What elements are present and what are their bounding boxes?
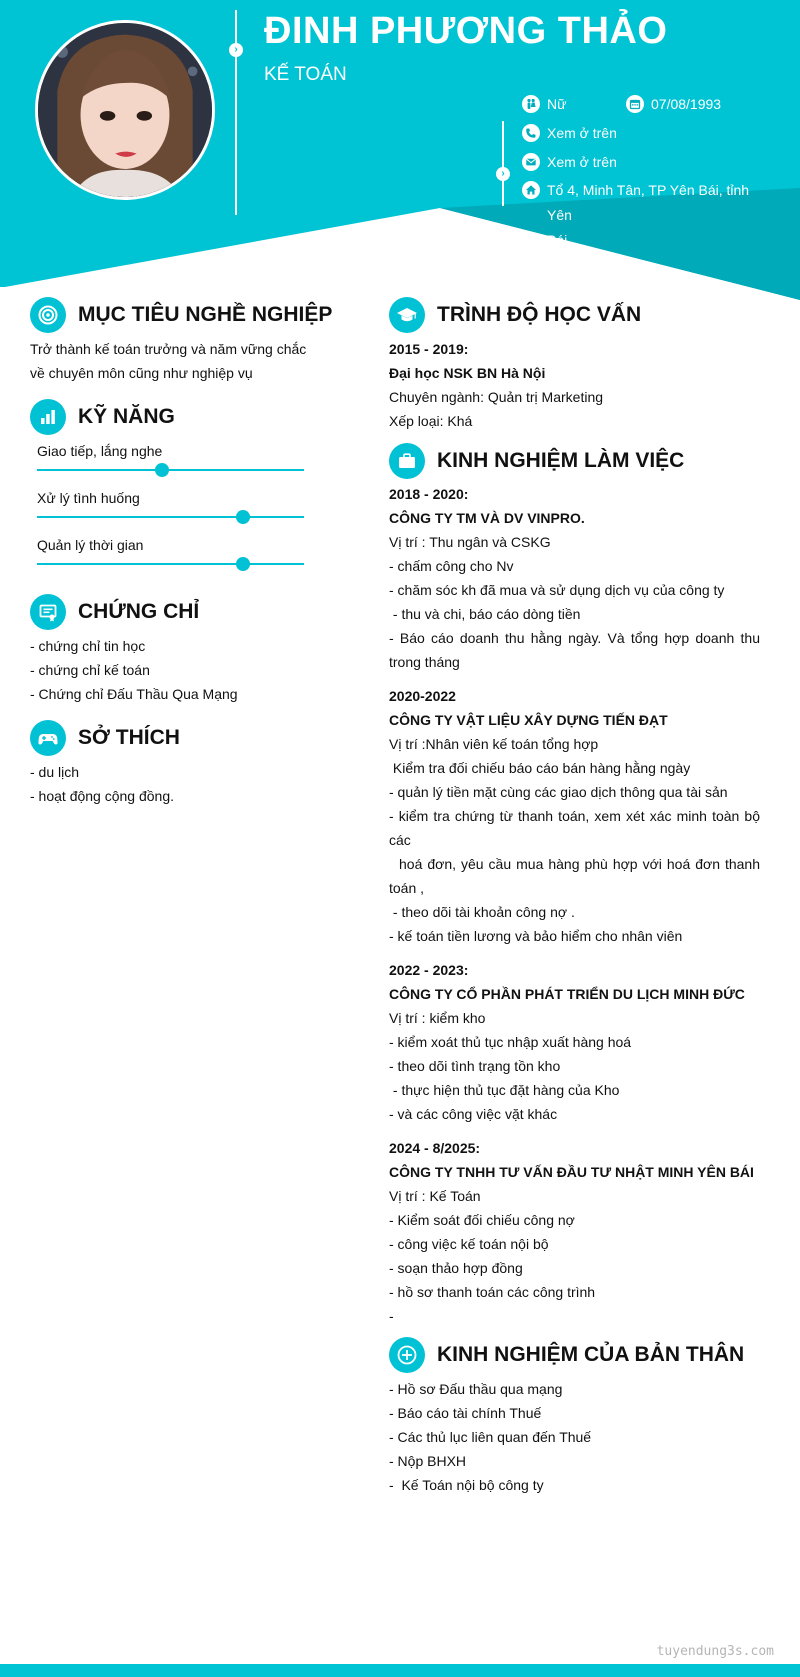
job-entry [389,1136,760,1328]
objective-text [30,337,313,385]
info-gender [522,92,566,117]
certificate-item: - chứng chỉ tin học [30,638,146,654]
job-line: - kiểm tra chứng từ thanh toán, xem xét xác minh toàn bộ [389,808,760,824]
skill-slider-track [37,516,304,518]
briefcase-icon [389,443,425,479]
objective-line: Trở thành kế toán trưởng và năm vững chắc [30,341,307,357]
job-line: Vị trí :Nhân viên kế toán tổng hợp [389,736,599,752]
skills-heading [30,399,175,435]
phone-value: Xem ở trên [547,125,617,141]
job-company: CÔNG TY TNHH TƯ VẤN ĐẦU TƯ NHẬT MINH YÊN BÁI [389,1164,754,1180]
job-line: - theo dõi tài khoản công nợ . [389,904,575,920]
watermark: tuyendung3s.com [656,1644,774,1659]
job-company: CÔNG TY VẬT LIỆU XÂY DỰNG TIẾN ĐẠT [389,712,668,728]
skill-label: Quản lý thời gian [37,537,144,553]
info-phone [522,121,617,146]
hobbies-list [30,760,174,808]
education-details [389,337,760,433]
job-period: 2018 - 2020: [389,486,469,502]
self-experience-title: KINH NGHIỆM CỦA BẢN THÂN [437,1343,745,1366]
job-entry [389,684,760,948]
calendar-icon [626,95,644,113]
education-school: Đại học NSK BN Hà Nội [389,365,546,381]
skill-label: Xử lý tình huống [37,490,140,506]
job-entry [389,482,760,674]
self-experience-item: - Nộp BHXH [389,1453,467,1469]
chevron-right-icon: › [496,167,510,181]
bar-chart-icon [30,399,66,435]
education-rank: Xếp loại: Khá [389,413,473,429]
hobby-item: - hoạt động cộng đồng. [30,788,175,804]
job-line: Vị trí : Thu ngân và CSKG [389,534,551,550]
job-period: 2020-2022 [389,688,456,704]
job-entry [389,958,760,1126]
job-line: - kế toán tiền lương và bảo hiểm cho nhân viên [389,928,683,944]
hobbies-title: SỞ THÍCH [78,726,180,749]
header-divider-left [235,10,237,215]
self-experience-item: - Hồ sơ Đấu thầu qua mạng [389,1381,563,1397]
job-company: CÔNG TY CỔ PHẦN PHÁT TRIỂN DU LỊCH MINH ĐỨC [389,986,745,1002]
education-period: 2015 - 2019: [389,341,469,357]
job-line: - Báo cáo doanh thu hằng ngày. Và tổng hợp doanh thu [389,630,760,646]
objective-title: MỤC TIÊU NGHỀ NGHIỆP [78,303,333,326]
skill-item [37,488,304,518]
job-line: - chăm sóc kh đã mua và sử dụng dịch vụ của công ty [389,582,725,598]
footer-bar [0,1664,800,1677]
education-heading [389,297,641,333]
self-experience-list [389,1377,760,1497]
job-line: - thu và chi, báo cáo dòng tiền [389,606,581,622]
skill-label: Giao tiếp, lắng nghe [37,443,163,459]
certificate-item: - Chứng chỉ Đấu Thầu Qua Mạng [30,686,238,702]
certificates-heading [30,594,199,630]
address-line-2: Bái [547,232,568,248]
job-line: - [389,1308,394,1324]
birthday-value: 07/08/1993 [651,96,722,112]
graduation-cap-icon [389,297,425,333]
home-icon [522,181,540,199]
skill-slider-track [37,563,304,565]
skill-slider-knob [155,463,169,477]
job-period: 2024 - 8/2025: [389,1140,481,1156]
candidate-name: ĐINH PHƯƠNG THẢO [264,10,668,52]
info-birthday [626,92,721,117]
objective-heading [30,297,332,333]
gender-icon [522,95,540,113]
job-line: - công việc kế toán nội bộ [389,1236,549,1252]
certificates-title: CHỨNG CHỈ [78,600,200,623]
info-address [522,178,772,253]
self-experience-item: - Kế Toán nội bộ công ty [389,1477,544,1493]
objective-line: về chuyên môn cũng như nghiệp vụ [30,365,253,381]
phone-icon [522,124,540,142]
job-title: KẾ TOÁN [264,64,347,85]
info-email [522,150,617,175]
self-experience-item: - Các thủ lục liên quan đến Thuế [389,1429,592,1445]
job-line: các [389,832,411,848]
job-line: - quản lý tiền mặt cùng các giao dịch thông qua tài sản [389,784,728,800]
job-line: Kiểm tra đối chiếu báo cáo bán hàng hằng ngày [389,760,691,776]
skill-slider-knob [236,510,250,524]
email-value: Xem ở trên [547,154,617,170]
education-major: Chuyên ngành: Quản trị Marketing [389,389,604,405]
avatar-photo-icon [38,23,212,197]
gamepad-icon [30,720,66,756]
avatar [35,20,215,200]
certificates-list [30,634,238,706]
job-company: CÔNG TY TM VÀ DV VINPRO. [389,510,585,526]
hobbies-heading [30,720,180,756]
job-line: Vị trí : Kế Toán [389,1188,481,1204]
certificate-icon [30,594,66,630]
job-line: trong tháng [389,654,460,670]
self-experience-heading [389,1337,744,1373]
job-line: toán , [389,880,425,896]
education-title: TRÌNH ĐỘ HỌC VẤN [437,303,642,326]
target-icon [30,297,66,333]
job-line: Vị trí : kiểm kho [389,1010,486,1026]
skill-slider-track [37,469,304,471]
job-line: - Kiểm soát đối chiếu công nợ [389,1212,575,1228]
email-icon [522,153,540,171]
job-line: - hồ sơ thanh toán các công trình [389,1284,596,1300]
address-line-1: Tổ 4, Minh Tân, TP Yên Bái, tỉnh Yên [547,182,750,223]
job-period: 2022 - 2023: [389,962,469,978]
job-line: - và các công việc vặt khác [389,1106,558,1122]
job-line: - soạn thảo hợp đồng [389,1260,523,1276]
self-experience-item: - Báo cáo tài chính Thuế [389,1405,542,1421]
gender-value: Nữ [547,96,567,112]
hobby-item: - du lịch [30,764,80,780]
job-line: - kiểm xoát thủ tục nhập xuất hàng hoá [389,1034,632,1050]
job-line: hoá đơn, yêu cầu mua hàng phù hợp với hoá đơn thanh [389,856,761,872]
chevron-right-icon: › [229,43,243,57]
skill-item [37,441,304,471]
skill-slider-knob [236,557,250,571]
header-divider-right [502,121,504,206]
skill-item [37,535,304,565]
experience-heading [389,443,684,479]
job-line: - theo dõi tình trạng tồn kho [389,1058,561,1074]
skills-title: KỸ NĂNG [78,405,175,428]
job-line: - thực hiện thủ tục đặt hàng của Kho [389,1082,620,1098]
certificate-item: - chứng chỉ kế toán [30,662,150,678]
experience-title: KINH NGHIỆM LÀM VIỆC [437,449,685,472]
plus-circle-icon [389,1337,425,1373]
job-line: - chấm công cho Nv [389,558,514,574]
